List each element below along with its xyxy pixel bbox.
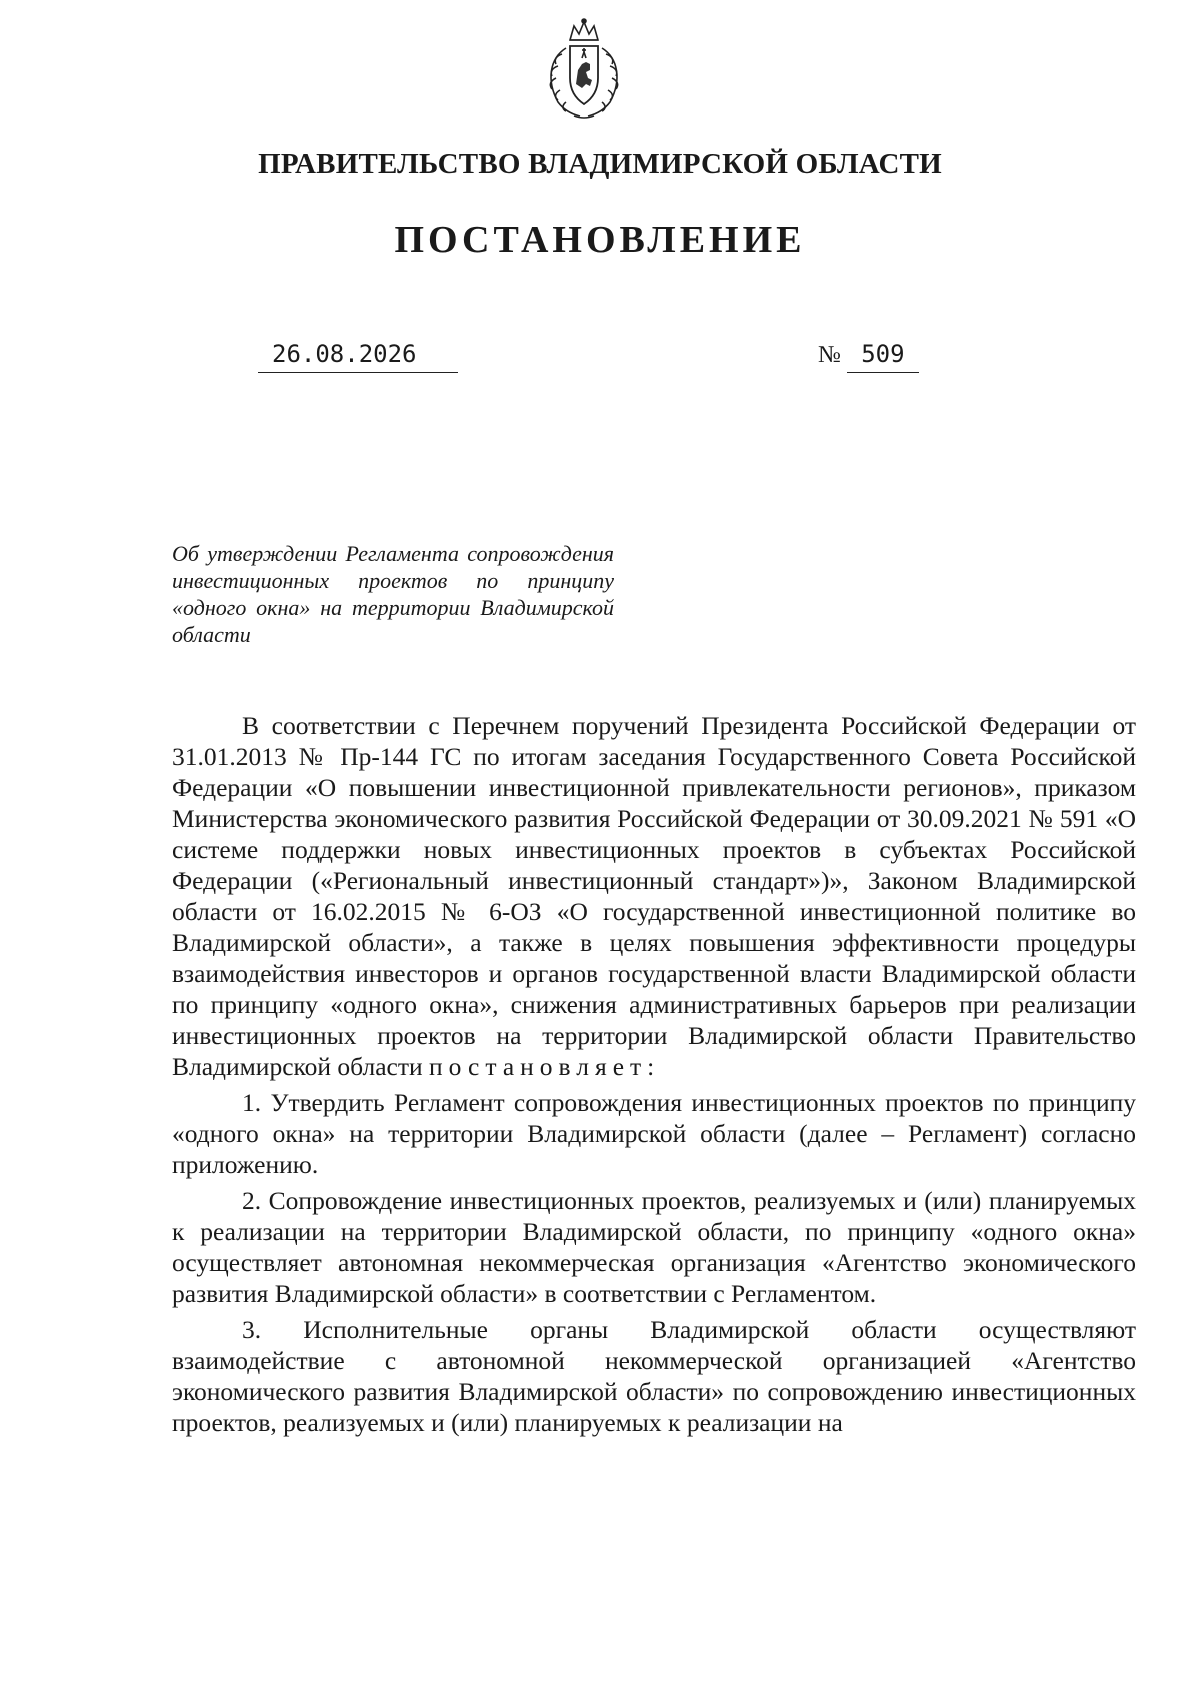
document-body xyxy=(172,710,1136,1443)
document-type-title: ПОСТАНОВЛЕНИЕ xyxy=(394,219,806,261)
item-paragraph-1: 1. Утвердить Регламент сопровождения инвестиционных проектов по принципу «одного окна» на территории Владимирской области (далее – Регламент) согласно приложению. xyxy=(172,1088,1136,1179)
number-sign: № xyxy=(818,342,841,368)
item-paragraph-3: 3. Исполнительные органы Владимирской области осуществляют взаимодействие с автономной некоммерческой организацией «Агентство экономического развития Владимирской области» по сопровождению инвестиционных проектов, реализуемых и (или) планируемых к реализации на xyxy=(172,1315,1136,1437)
document-date: 26.08.2026 xyxy=(258,340,458,373)
preamble-text: В соответствии с Перечнем поручений Президента Российской Федерации от 31.01.2013 № Пр-144 ГС по итогам заседания Государственного Совета Российской Федерации «О повышении инвестиционной привлекательности регионов», приказом Министерства экономического развития Российской Федерации от 30.09.2021 № 591 «О системе поддержки новых инвестиционных проектов в субъектах Российской Федерации («Региональный инвестиционный стандарт»)», Законом Владимирской области от 16.02.2015 № 6-ОЗ «О государственной инвестиционной политике во Владимирской области», а также в целях повышения эффективности процедуры взаимодействия инвесторов и органов государственной власти Владимирской области по принципу «одного окна», снижения административных барьеров при реализации инвестиционных проектов на территории Владимирской области Правительство Владимирской области xyxy=(172,711,1136,1081)
government-title: ПРАВИТЕЛЬСТВО ВЛАДИМИРСКОЙ ОБЛАСТИ xyxy=(258,148,942,180)
document-subject: Об утверждении Регламента сопровождения инвестиционных проектов по принципу «одного окна» на территории Владимирской области xyxy=(172,541,614,647)
document-number xyxy=(818,340,919,373)
preamble-paragraph xyxy=(172,710,1136,1082)
number-value: 509 xyxy=(847,340,919,373)
item-paragraph-2: 2. Сопровождение инвестиционных проектов, реализуемых и (или) планируемых к реализации на территории Владимирской области, по принципу «одного окна» осуществляет автономная некоммерческая организация «Агентство экономического развития Владимирской области» в соответствии с Регламентом. xyxy=(172,1186,1136,1308)
resolves-word: постановляет: xyxy=(429,1052,661,1081)
coat-of-arms-icon xyxy=(536,18,632,122)
